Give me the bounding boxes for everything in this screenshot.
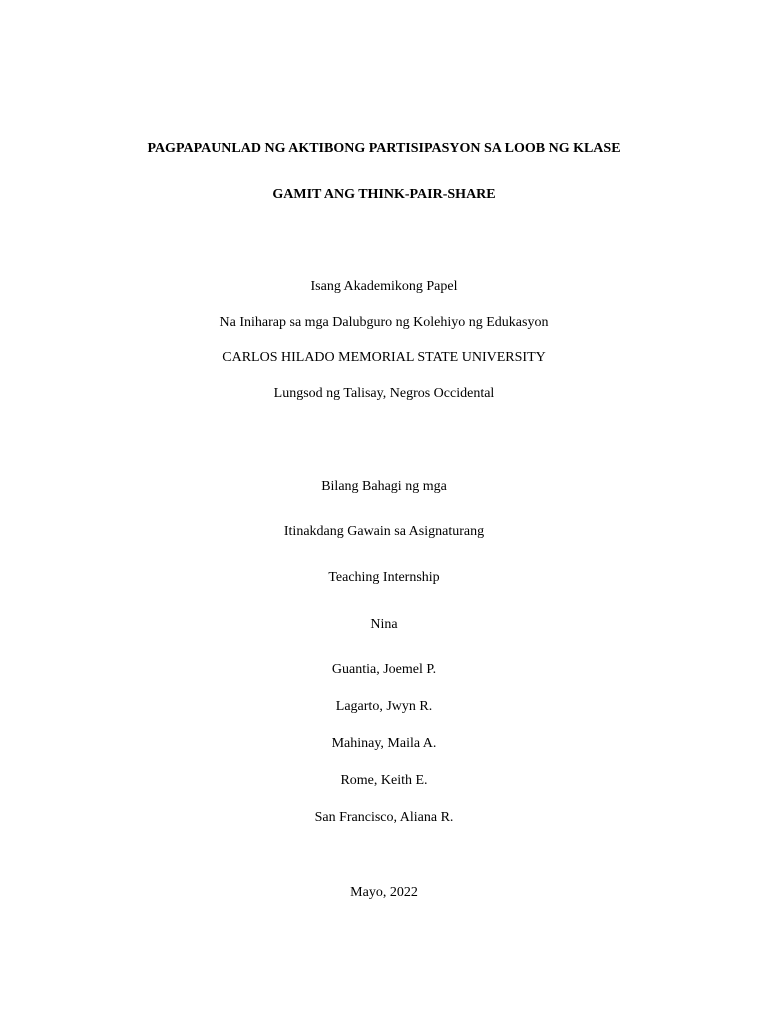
- title-line-1: PAGPAPAUNLAD NG AKTIBONG PARTISIPASYON SA LOOB NG KLASE: [147, 141, 621, 156]
- author-name: Rome, Keith E.: [340, 773, 428, 788]
- authors-label: Nina: [370, 617, 398, 632]
- author-name: San Francisco, Aliana R.: [314, 810, 454, 825]
- university-location: Lungsod ng Talisay, Negros Occidental: [273, 386, 495, 401]
- author-name: Lagarto, Jwyn R.: [335, 699, 433, 714]
- university-name: CARLOS HILADO MEMORIAL STATE UNIVERSITY: [222, 350, 546, 365]
- author-name: Mahinay, Maila A.: [331, 736, 437, 751]
- requirement-line-1: Bilang Bahagi ng mga: [321, 479, 447, 494]
- title-line-2: GAMIT ANG THINK-PAIR-SHARE: [272, 187, 496, 202]
- author-name: Guantia, Joemel P.: [331, 662, 437, 677]
- presented-to: Na Iniharap sa mga Dalubguro ng Kolehiyo ng Edukasyon: [219, 315, 549, 330]
- course-name: Teaching Internship: [328, 570, 440, 585]
- requirement-line-2: Itinakdang Gawain sa Asignaturang: [283, 524, 485, 539]
- paper-type: Isang Akademikong Papel: [310, 279, 458, 294]
- submission-date: Mayo, 2022: [350, 885, 418, 900]
